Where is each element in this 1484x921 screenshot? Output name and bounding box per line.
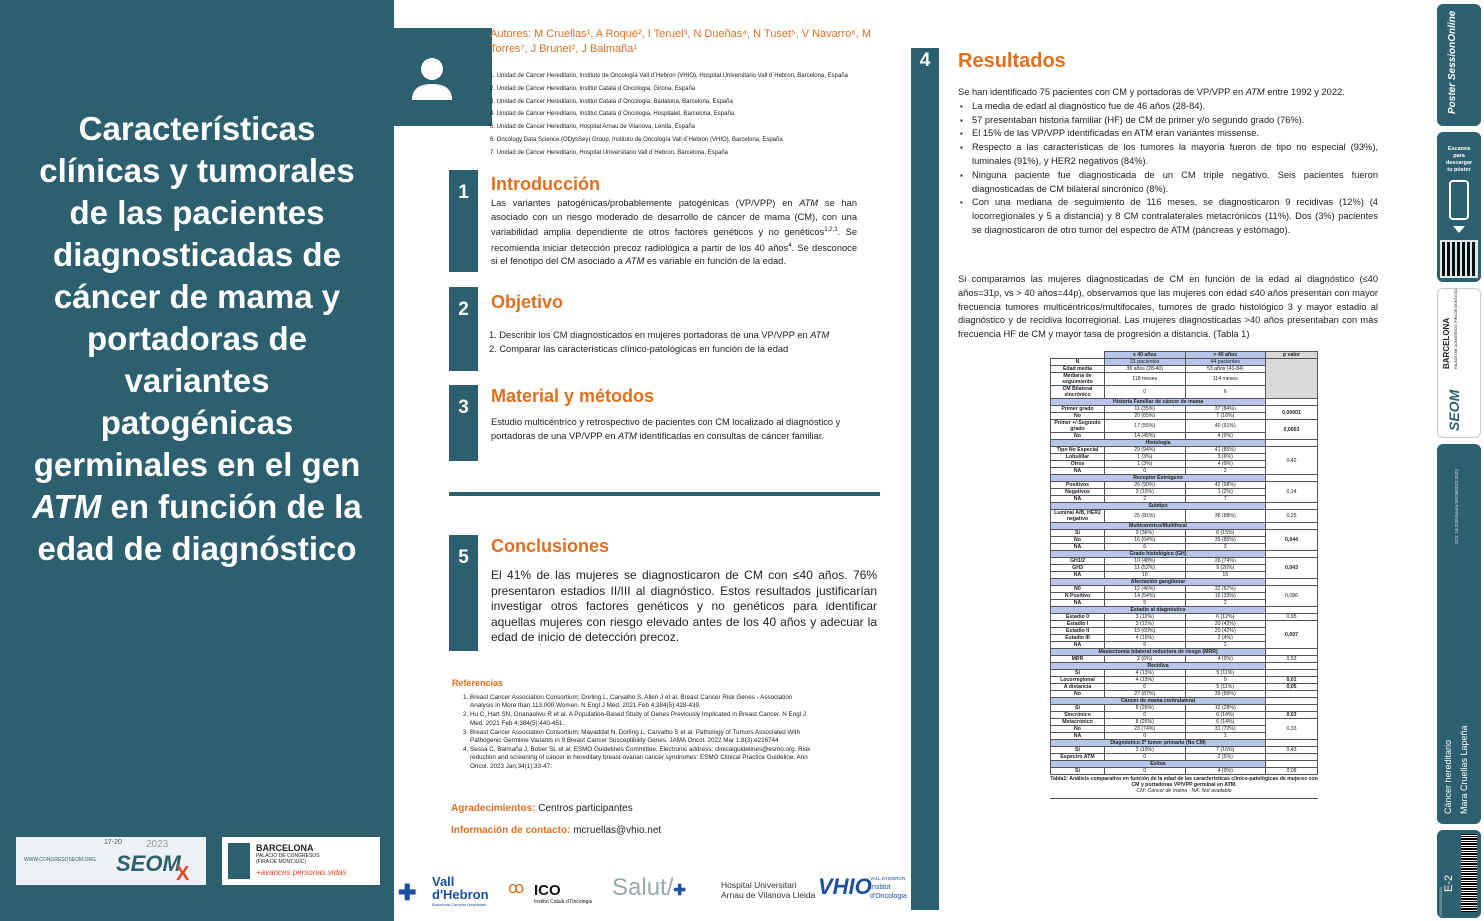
table-cell: 27 (87%): [1105, 691, 1186, 698]
table-section-header: Recidiva: [1051, 663, 1266, 670]
table-cell: [1266, 551, 1318, 558]
table-row: [1051, 579, 1318, 586]
barcode: [1461, 834, 1477, 912]
table-cell: [1266, 579, 1318, 586]
table-cell: 2 (4%): [1185, 635, 1266, 642]
table-row: [1051, 621, 1318, 628]
table-cell: [1266, 607, 1318, 614]
table-row: [1051, 420, 1318, 433]
table-cell: 5 (11%): [1185, 684, 1266, 691]
table-section-header: Subtipo: [1051, 503, 1266, 510]
table-section-header: Afectación ganglionar: [1051, 579, 1266, 586]
affiliation: 1. Unidad de Cáncer Hereditario, Instituto de Oncología Vall d´Hebron (VHIO), Hospital Universitario Vall d´Hebron, Barcelona, España: [490, 73, 848, 79]
table-section-header: Multicéntrico/Multifocal: [1051, 523, 1266, 530]
seom-logo: WWW.CONGRESOSEOM.ORG 17-20 2023 SEOM X: [16, 837, 206, 885]
table-cell: [1266, 761, 1318, 768]
table-cell: 36 años (28-40): [1105, 366, 1186, 373]
table-row-label: Sí: [1051, 530, 1105, 537]
table-pvalue: 0,007: [1266, 621, 1318, 649]
table-cell: 2 (6%): [1105, 656, 1186, 663]
bullet-item: ▪ 57 presentaban historia familiar (HF) de CM de primer y/o segundo grado (76%).: [958, 114, 1378, 128]
table-row-label: Lobulillar: [1051, 454, 1105, 461]
table-cell: 31 pacientes: [1105, 359, 1186, 366]
table-row-label: Positivos: [1051, 482, 1105, 489]
table-row-label: Estadio I: [1051, 621, 1105, 628]
table-cell: 15 (60%): [1105, 628, 1186, 635]
table-cell: 16 (33%): [1185, 593, 1266, 600]
affiliation: 4. Unidad de Cáncer Hereditario, Institut Català d´Oncologia, Hospitalet, Barcelona, España: [490, 111, 735, 118]
table-row-label: GH1/2: [1051, 558, 1105, 565]
table-row-label: Estadio III: [1051, 635, 1105, 642]
section-number: 5: [449, 535, 478, 651]
bullet-item: ▪ Ninguna paciente fue diagnosticada de un CM triple negativo. Seis pacientes fueron diagnosticadas de CM bilateral sincrónico (8%).: [958, 169, 1378, 197]
table-cell: 17 (55%): [1105, 420, 1186, 433]
table-cell: [1266, 399, 1318, 406]
reference-item: 4. Sessa C, Balmaña J, Bober SL et al; ESMO Guidelines Committee. Electronic address: clinicalguidelines@esmo.org. Risk reduction and screening of cancer in hereditary breast-ovarian cancer syndromes: ESMO Clinical Practice Guideline. Ann Oncol. 2023 Jan;34(1):33-47.: [470, 746, 815, 771]
table-row: [1051, 656, 1318, 663]
table-cell: 2: [1105, 496, 1186, 503]
table-pvalue: 0,33: [1266, 719, 1318, 740]
table-pvalue: [1266, 670, 1318, 677]
table-cell: 2: [1185, 468, 1266, 475]
table-cell: 38 (88%): [1185, 510, 1266, 523]
table-cell: 20 (65%): [1105, 413, 1186, 420]
table-cell: 3 (10%): [1105, 747, 1186, 754]
table-row-label: No: [1051, 537, 1105, 544]
agradecimientos: Agradecimientos: Centros participantes: [451, 803, 633, 814]
table-row-label: NA: [1051, 544, 1105, 551]
table-section-header: Historia Familiar de cáncer de mama: [1051, 399, 1266, 406]
comparison-text: Si comparamos las mujeres diagnosticadas de CM en función de la edad al diagnóstico (≤40 años=31p, vs > 40 años=44p), observamos que las mujeres con edad ≤40 años presentan con mayor frecuencia tumores multicéntricos/multifocales, tumores de grado histológico 3 y mayor estadio al diagnóstico y de recidiva locorregional. Las mujeres diagnosticadas >40 años presentaban con más frecuencia HF de CM y mayor tasa de progresión a distancia. (Tabla 1): [958, 274, 1378, 340]
table-cell: [1266, 698, 1318, 705]
section-heading-introduccion: Introducción: [491, 174, 600, 194]
table-row: [1051, 761, 1318, 768]
table-cell: 10: [1105, 572, 1186, 579]
table-row-label: Sí: [1051, 670, 1105, 677]
table-header-row: [1051, 352, 1318, 359]
table-cell: 114 meses: [1185, 373, 1266, 386]
bullet-item: ▪ La media de edad al diagnóstico fue de 46 años (28-84).: [958, 100, 1378, 114]
congress-badge: BARCELONA PALACIO DE CONGRESOS (FIRA DE MONTJUÏC) SEOM: [1437, 288, 1481, 438]
table-cell: 3: [1185, 544, 1266, 551]
poster-info-panel: DOI: 10.3265/seom.SEOM2023.2023 Cáncer hereditario Mara Cruellas Lapeña: [1437, 444, 1481, 824]
table-row: [1051, 447, 1318, 454]
table-row-label: Edad media: [1051, 366, 1105, 373]
table-row: [1051, 482, 1318, 489]
table-row-label: NA: [1051, 572, 1105, 579]
table-cell: 4 (13%): [1105, 677, 1186, 684]
table-pvalue: [1266, 359, 1318, 399]
table-section-header: Receptor Estrógeno: [1051, 475, 1266, 482]
table-row: [1051, 523, 1318, 530]
table-cell: 0: [1105, 733, 1186, 740]
table-cell: [1266, 475, 1318, 482]
bullet-item: ▪ Con una mediana de seguimiento de 116 meses, se diagnosticaron 9 recidivas (12%) (4 locorregionales y 5 a distancia) y 8 CM contralaterales metacrónicos (11%). Dos (3%) pacientes se diagnosticaron de otro tumor del espectro de ATM (páncreas y estómago).: [958, 196, 1378, 237]
affiliation: 2. Unidad de Cáncer Hereditario, Institut Català d´Oncologia, Girona, España: [490, 85, 696, 92]
table-cell: 1 (3%): [1105, 461, 1186, 468]
table-cell: 7 (16%): [1185, 747, 1266, 754]
table-cell: [1266, 649, 1318, 656]
table-cell: 35 (85%): [1185, 537, 1266, 544]
table-header: ≤ 40 años: [1105, 352, 1186, 359]
table-row: [1051, 719, 1318, 726]
table-row-label: Luminal A/B, HER2 negativo: [1051, 510, 1105, 523]
table-cell: 6: [1105, 544, 1186, 551]
table-cell: [1266, 740, 1318, 747]
table-row-label: No: [1051, 726, 1105, 733]
table-caption: Tabla1: Análisis comparativo en función de la edad de las características clínico-patológicas de mujeres con CM y portadoras VP/VPP germinal en ATM.: [1050, 776, 1318, 789]
metodos-text: Estudio multicéntrico y retrospectivo de pacientes con CM localizado al diagnóstico y portadoras de una VP/VPP en ATM identificadas en consultas de cáncer familiar.: [491, 417, 841, 441]
table-cell: 8 (26%): [1105, 705, 1186, 712]
table-row-label: Sí: [1051, 747, 1105, 754]
table-cell: 7: [1185, 496, 1266, 503]
affiliations: [490, 70, 920, 160]
table-row-label: GH3: [1051, 565, 1105, 572]
table-row-label: Espectro ATM: [1051, 754, 1105, 761]
table-row: [1051, 551, 1318, 558]
table-pvalue: 0,42: [1266, 447, 1318, 475]
table-pvalue: 0,25: [1266, 510, 1318, 523]
table-row: [1051, 649, 1318, 656]
table-header: p valor: [1266, 352, 1318, 359]
section-heading-metodos: Material y métodos: [491, 386, 655, 406]
table-cell: 26 (90%): [1105, 482, 1186, 489]
results-bar: [911, 48, 939, 910]
table-cell: 39 (89%): [1185, 691, 1266, 698]
table-row: [1051, 677, 1318, 684]
table-cell: 11 (35%): [1105, 406, 1186, 413]
table-cell: 0: [1105, 712, 1186, 719]
poster-session-badge: Poster SessionOnline: [1437, 4, 1481, 126]
table-pvalue: 0,01: [1266, 677, 1318, 684]
reference-list: [470, 694, 815, 771]
table-pvalue: 0,53: [1266, 656, 1318, 663]
table-cell: 6: [1105, 642, 1186, 649]
table-cell: 29 (94%): [1105, 447, 1186, 454]
table-cell: 53 años (41-84): [1185, 366, 1266, 373]
table-cell: 6 (12%): [1185, 614, 1266, 621]
table-cell: 3 (6%): [1185, 454, 1266, 461]
table-row: [1051, 684, 1318, 691]
table-row-label: CM Bilateral sincrónico: [1051, 386, 1105, 399]
table-cell: 4 (9%): [1185, 656, 1266, 663]
table-row-label: NA: [1051, 496, 1105, 503]
table-pvalue: 0,043: [1266, 558, 1318, 579]
table-section-header: Cáncer de mama contralateral: [1051, 698, 1266, 705]
divider: [449, 492, 880, 496]
table-row-label: NA: [1051, 642, 1105, 649]
table-cell: [1266, 663, 1318, 670]
table-row-label: N: [1051, 359, 1105, 366]
bullet-item: ▪ Respecto a las características de los tumores la mayoría fueron de tipo no especial (93%), luminales (91%), y HER2 negativos (84%).: [958, 141, 1378, 169]
table-section-header: Diagnóstico 2º tumor primario (No CM): [1051, 740, 1266, 747]
table-pvalue: 0,95: [1266, 614, 1318, 621]
table-row-label: Estadio 0: [1051, 614, 1105, 621]
table-cell: 3 (10%): [1105, 489, 1186, 496]
table-pvalue: 0,044: [1266, 530, 1318, 551]
section-number: 1: [449, 170, 478, 272]
table-cell: 4 (9%): [1185, 768, 1266, 775]
section-heading-conclusiones: Conclusiones: [491, 536, 610, 556]
table-cell: 0: [1105, 468, 1186, 475]
table-row: [1051, 670, 1318, 677]
table-pvalue: [1266, 754, 1318, 761]
contacto: Información de contacto: mcruellas@vhio.net: [451, 825, 662, 836]
table-header: > 40 años: [1185, 352, 1266, 359]
table-cell: 12 (28%): [1185, 705, 1266, 712]
table-row: [1051, 475, 1318, 482]
table-pvalue: 0,05: [1266, 684, 1318, 691]
salut-logo: Salut/✚: [612, 874, 686, 901]
table-cell: 41 (85%): [1185, 447, 1266, 454]
table-row-label: No: [1051, 413, 1105, 420]
table-cell: [1266, 440, 1318, 447]
table-row: [1051, 754, 1318, 761]
table-row: [1051, 705, 1318, 712]
table-cell: 44 pacientes: [1185, 359, 1266, 366]
table-row: [1051, 614, 1318, 621]
table-row: [1051, 768, 1318, 775]
table-row-label: Sincrónico: [1051, 712, 1105, 719]
table-row: [1051, 440, 1318, 447]
table-row-label: N0: [1051, 586, 1105, 593]
table-section-header: Estadio al diagnóstico: [1051, 607, 1266, 614]
table-pvalue: 0,03: [1266, 712, 1318, 719]
table-cell: 23 (74%): [1105, 726, 1186, 733]
table-section-header: Exitus: [1051, 761, 1266, 768]
table-cell: 4 (9%): [1185, 461, 1266, 468]
table-cell: 10 (48%): [1105, 558, 1186, 565]
table-pvalue: 0,08: [1266, 768, 1318, 775]
table-cell: 37 (84%): [1185, 406, 1266, 413]
results-bullets: [958, 100, 1378, 238]
table-cell: 42 (98%): [1185, 482, 1266, 489]
table-section-header: Grado histológico (GH): [1051, 551, 1266, 558]
section-heading-resultados: Resultados: [958, 50, 1066, 72]
table-cell: 6 (15%): [1185, 530, 1266, 537]
table-row-label: N Positivo: [1051, 593, 1105, 600]
table-caption-note: CM: Cáncer de mama ; NA: Not available: [1136, 788, 1232, 795]
table-pvalue: [1266, 705, 1318, 712]
table-row: [1051, 740, 1318, 747]
table-row-label: Mediana de seguimiento: [1051, 373, 1105, 386]
table-cell: 4 (16%): [1105, 635, 1186, 642]
results-table: [1050, 351, 1318, 799]
qr-code[interactable]: [1440, 240, 1478, 278]
table-cell: 20 (42%): [1185, 628, 1266, 635]
table-cell: [1266, 523, 1318, 530]
table-cell: 4 (9%): [1185, 433, 1266, 440]
table-cell: 3 (12%): [1105, 621, 1186, 628]
table-row-label: MRR: [1051, 656, 1105, 663]
table-section-header: Histología: [1051, 440, 1266, 447]
table-row-label: Otros: [1051, 461, 1105, 468]
table-row-label: NA: [1051, 733, 1105, 740]
ico-logo: ꝏ ICO Institut Català d'Oncologia: [508, 880, 593, 905]
table-row: [1051, 558, 1318, 565]
barcelona-logo: BARCELONA PALACIO DE CONGRESOS (FIRA DE MONTJUÏC) +avances personas vidas: [222, 837, 380, 885]
author-avatar: [394, 28, 492, 126]
table-cell: 31 (72%): [1185, 726, 1266, 733]
section-number: 4: [919, 50, 931, 71]
arnau-logo: Hospital Universitari Arnau de Vilanova Lleida: [721, 880, 816, 900]
table-cell: 9 (36%): [1105, 530, 1186, 537]
bullet-item: ▪ El 15% de las VP/VPP identificadas en ATM eran variantes missense.: [958, 127, 1378, 141]
table-cell: 1: [1185, 733, 1266, 740]
table-cell: 26 (74%): [1185, 558, 1266, 565]
table-row: [1051, 503, 1318, 510]
table-cell: 0: [1105, 684, 1186, 691]
table-row-label: Tipo No Especial: [1051, 447, 1105, 454]
table-cell: 14 (45%): [1105, 433, 1186, 440]
table-cell: 5: [1105, 600, 1186, 607]
reference-item: 3. Breast Cancer Association Consortium; Mavaddat N, Dorling L, Carvalho S et al. Pathology of Tumors Associated With Pathogenic Germline Variants in 9 Breast Cancer Susceptibility Genes. JAMA Oncol. 2022 Mar 1;8(3):e216744: [470, 729, 815, 745]
table-cell: 2: [1185, 600, 1266, 607]
table-row-label: A distancia: [1051, 684, 1105, 691]
table-row-label: Primer grado: [1051, 406, 1105, 413]
resultados-text: Se han identificado 75 pacientes con CM y portadoras de VP/VPP en ATM entre 1992 y 2022. ▪ La media de edad al diagnóstico fue de 46 años (28-84). ▪ 57 presentaban historia familiar (HF) de CM de primer y/o segundo grado (76%). ▪ El 15% de las VP/VPP identificadas en ATM eran variantes missense. ▪ Respecto a las características de los tumores la mayoría fueron de tipo no especial (93%), luminales (91%), y HER2 negativos (84%). ▪ Ninguna paciente fue diagnosticada de un CM triple negativo. Seis pacientes fueron diagnosticadas de CM bilateral sincrónico (8%). ▪ Con una mediana de seguimiento de 116 meses, se diagnosticaron 9 recidivas (12%) (4 locorregionales y 5 a distancia) y 8 CM contralaterales metacrónicos (11%). Dos (3%) pacientes se diagnosticaron de otro tumor del espectro de ATM (páncreas y estómago).: [958, 86, 1378, 238]
table-cell: 16 (64%): [1105, 537, 1186, 544]
table-cell: 25 (81%): [1105, 510, 1186, 523]
affiliation: 3. Unidad de Cáncer Hereditario, Institut Català d´Oncologia, Badalona, Barcelona, España: [490, 98, 733, 105]
table-row-label: Negativos: [1051, 489, 1105, 496]
table-cell: 118 meses: [1105, 373, 1186, 386]
reference-item: 1. Breast Cancer Association Consortium; Dorling L, Carvalho S, Allen J et al. Breast Cancer Risk Genes - Association Analysis in More than 113,000 Women. N Engl J Med. 2021 Feb 4;384(5):428-439.: [470, 694, 815, 710]
table-cell: 2 (5%): [1185, 754, 1266, 761]
table-row-label: Sí: [1051, 705, 1105, 712]
table-row-label: Sí: [1051, 768, 1105, 775]
table-cell: 0: [1105, 386, 1186, 399]
table-pvalue: 0,086: [1266, 586, 1318, 607]
table-cell: 9 (26%): [1185, 565, 1266, 572]
table-header: [1051, 352, 1105, 359]
table-section-header: Mastectomía bilateral reductora de riesgo (MRR): [1051, 649, 1266, 656]
table-cell: 40 (91%): [1185, 420, 1266, 433]
table-row-label: No: [1051, 691, 1105, 698]
referencias-heading: Referencias: [452, 678, 504, 688]
affiliation: 6. Oncology Data Science (ODysSey) Group, Instituto de Oncología Vall d´Hebron (VHIO), Barcelona, España: [490, 136, 783, 143]
section-heading-objetivo: Objetivo: [491, 292, 564, 312]
institution-logos: ✚ Vall d'Hebron Barcelona Campus Hospitalari ꝏ ICO Institut Català d'Oncologia Salut/✚ Hospital Universitari Arnau de Vilanova Lleida VHIO VALL D'HEBRON Institut d'Oncologia: [398, 874, 907, 907]
table-row: [1051, 510, 1318, 523]
table-cell: 0: [1185, 677, 1266, 684]
table-cell: 7 (16%): [1185, 413, 1266, 420]
table-cell: 1 (3%): [1105, 454, 1186, 461]
table-pvalue: 0,14: [1266, 482, 1318, 503]
table-cell: 11 (52%): [1105, 565, 1186, 572]
table-row-label: No: [1051, 433, 1105, 440]
table-row-label: Locorregional: [1051, 677, 1105, 684]
table-row: [1051, 586, 1318, 593]
table-cell: 12 (46%): [1105, 586, 1186, 593]
table-row-label: Estadio II: [1051, 628, 1105, 635]
table-row-label: Primer +/-Segundo grado: [1051, 420, 1105, 433]
affiliation: 7. Unidad de Cáncer Hereditario, Hospital Universitario Vall d´Hebron, Barcelona, España: [490, 149, 729, 156]
table-cell: [1266, 503, 1318, 510]
poster-title: Características clínicas y tumorales de las pacientes diagnosticadas de cáncer de mama y portadoras de variantes patogénicas germinales en el gen ATM en función de la edad de diagnóstico: [32, 110, 362, 567]
table-row: [1051, 663, 1318, 670]
table-row: [1051, 406, 1318, 413]
poster-code-panel: E-2 1000000000000: [1437, 830, 1481, 918]
intro-text: Las variantes patogénicas/probablemente patogénicas (VP/VPP) en ATM se han asociado con un riesgo moderado de desarrollo de cáncer de mama (CM), con una variabilidad amplia dependiente de otros factores genéticos y no genéticos$^{1,2,3}$. Se recomienda iniciar detección precoz radiológica a partir de los 40 años$^4$. Se desconoce si el fenotipo del CM asociado a ATM es variable en función de la edad.: [491, 198, 858, 267]
table-row: [1051, 712, 1318, 719]
table-cell: 6 (14%): [1185, 712, 1266, 719]
table-cell: 2: [1185, 642, 1266, 649]
table-cell: 14 (54%): [1105, 593, 1186, 600]
table-cell: 6: [1185, 386, 1266, 399]
table-row: [1051, 399, 1318, 406]
table-pvalue: 0,00001: [1266, 406, 1318, 420]
table-row: [1051, 747, 1318, 754]
table-cell: 0: [1105, 754, 1186, 761]
table-pvalue: 0,43: [1266, 747, 1318, 754]
reference-item: 2. Hu C, Hart SN, Gnanaolivu R et al. A Population-Based Study of Genes Previously Implicated in Breast Cancer. N Engl J Med. 2021 Feb 4;384(5):440-451.: [470, 711, 815, 727]
affiliation: 5. Unidad de Cáncer Hereditario, Hospital Arnau de Vilanova, Lérida, España: [490, 124, 696, 131]
table-row-label: NA: [1051, 468, 1105, 475]
table-row: [1051, 607, 1318, 614]
section-number: 3: [449, 385, 478, 461]
table-cell: 32 (67%): [1185, 586, 1266, 593]
table-row: [1051, 530, 1318, 537]
table-cell: 4 (13%): [1105, 670, 1186, 677]
table-row: [1051, 698, 1318, 705]
table-row: [1051, 691, 1318, 698]
table-cell: 6 (14%): [1185, 719, 1266, 726]
section-number: 2: [449, 287, 478, 371]
table-pvalue: 0,0003: [1266, 420, 1318, 440]
table-cell: 3 (12%): [1105, 614, 1186, 621]
table-cell: 0: [1105, 768, 1186, 775]
table-pvalue: [1266, 691, 1318, 698]
table-cell: 20 (42%): [1185, 621, 1266, 628]
table-row-label: NA: [1051, 600, 1105, 607]
objetivo-list: 1. Describir los CM diagnosticados en mujeres portadoras de una VP/VPP en ATM 2. Comparar las características clínico-patológicas en función de la edad: [489, 330, 830, 354]
phone-icon: [1449, 180, 1469, 220]
conclusiones-text: El 41% de las mujeres se diagnosticaron de CM con ≤40 años. 76% presentaron estadios II/III al diagnóstico. Estos resultados justificarían investigar otros factores genéticos y no genéticos para identificar aquellas mujeres con riesgo elevado antes de los 40 años y adecuar la edad de inicio de detección precoz.: [491, 568, 877, 645]
table-body: [1051, 359, 1318, 775]
authors: Autores: M Cruellas¹, A Roqué², I Teruel³, N Dueñas⁴, N Tuset⁵, V Navarro⁶, M Torres⁷, J Brunet², J Balmaña¹: [490, 28, 872, 55]
person-icon: [394, 28, 492, 126]
table-cell: 8 (26%): [1105, 719, 1186, 726]
table-cell: 15: [1185, 572, 1266, 579]
table-row: [1051, 359, 1318, 366]
table-cell: 1 (2%): [1185, 489, 1266, 496]
table-row-label: Metacrónico: [1051, 719, 1105, 726]
table-cell: 5 (11%): [1185, 670, 1266, 677]
qr-panel: Escanea para descargar tu póster: [1437, 132, 1481, 282]
